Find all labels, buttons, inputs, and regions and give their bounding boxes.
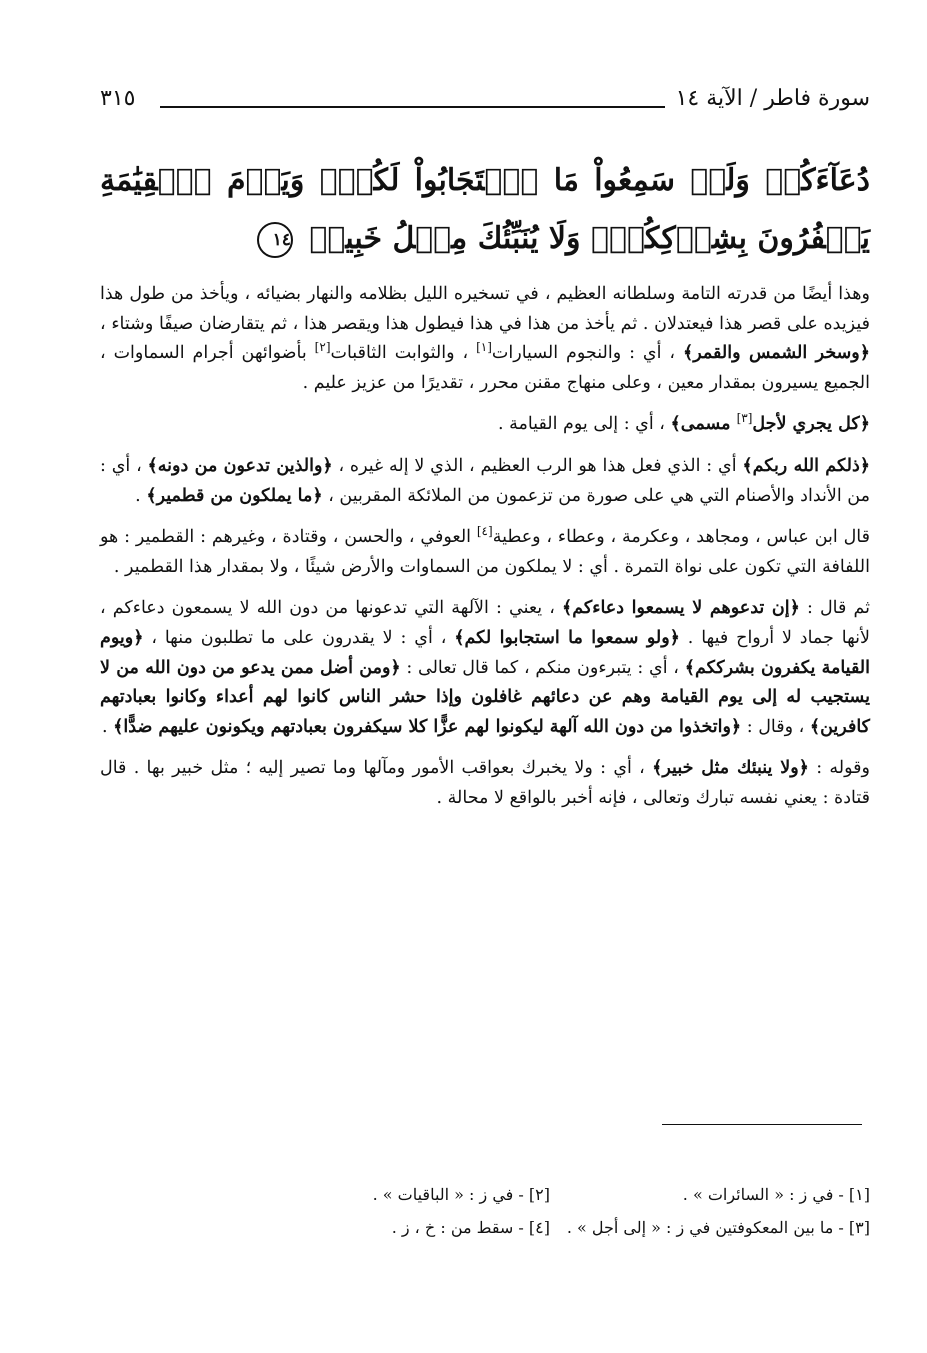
verse-text: دُعَآءَكُمۡ وَلَوۡ سَمِعُواْ مَا ٱسۡتَجَابُواْ لَكُمۡۖ وَيَوۡمَ ٱلۡقِيَٰمَةِ يَكۡفُرُونَ بِشِرۡكِكُمۡۚ وَلَا يُنَبِّئُكَ مِثۡلُ خَبِيرٖ xyxy=(100,163,870,256)
quran-quote: ﴿إن تدعوهم لا يسمعوا دعاءكم﴾ xyxy=(562,598,800,619)
paragraph-text: ، أي : والنجوم السيارات xyxy=(491,343,683,364)
quran-quote: ﴿وسخر الشمس والقمر﴾ xyxy=(683,343,870,364)
paragraph-text: ثم قال : xyxy=(799,598,870,619)
paragraph-text: ، وقال : xyxy=(741,716,810,737)
paragraph-text: ، أي : من الأنداد والأصنام التي هي على صورة من تزعمون من الملائكة المقربين ، xyxy=(100,455,870,506)
footnote-marker: [٣] xyxy=(736,411,753,426)
surah-title: سورة فاطر / الآية ١٤ xyxy=(675,86,870,111)
page-number: ٣١٥ xyxy=(100,86,136,111)
tafsir-paragraph xyxy=(100,523,870,582)
quran-quote: مسمى﴾ xyxy=(670,414,737,435)
quran-verse xyxy=(100,152,870,268)
footnotes xyxy=(230,1178,870,1244)
quran-quote: ﴿واتخذوا من دون الله آلهة ليكونوا لهم عزًّا كلا سيكفرون بعبادتهم ويكونون عليهم ضدًّا﴾ xyxy=(113,716,742,737)
tafsir-paragraph xyxy=(100,594,870,742)
quran-quote: ﴿ذلكم الله ربكم﴾ xyxy=(742,455,870,476)
footnote-marker: [٢] xyxy=(314,340,331,355)
paragraph-text: وهذا أيضًا من قدرته التامة وسلطانه العظيم ، في تسخيره الليل بظلامه والنهار بضيائه ، ويأخذ من طول هذا فيزيده على قصر هذا فيعتدلان . ثم يأخذ من هذا في هذا فيطول هذا ويقصر هذا ، ثم يتقارضان صيفًا وشتاء ، xyxy=(100,284,870,334)
quran-quote: ﴿والذين تدعون من دونه﴾ xyxy=(147,455,333,476)
paragraph-text: ، أي : يتبرءون منكم ، كما قال تعالى : xyxy=(400,657,685,678)
page-header xyxy=(100,82,870,122)
footnote: [٣] - ما بين المعكوفتين في ز : « إلى أجل » . xyxy=(566,1218,870,1237)
paragraph-text: . xyxy=(102,716,114,737)
footnote: [١] - في ز : « السائرات » . xyxy=(682,1185,870,1204)
paragraph-text: ، أي : إلى يوم القيامة . xyxy=(497,414,671,435)
footnote-rule xyxy=(662,1124,862,1125)
header-rule xyxy=(160,106,665,108)
paragraph-text: العوفي ، والحسن ، وقتادة ، وغيرهم : القطمير : هو اللفافة التي تكون على نواة التمرة . أي : لا يملكون من السماوات والأرض شيئًا ، ولا بمقدار هذا القطمير . xyxy=(100,527,870,577)
paragraph-text: ، أي : ولا يخبرك بعواقب الأمور ومآلها وما تصير إليه ؛ مثل خبير بها . قال قتادة : يعني نفسه تبارك وتعالى ، فإنه أخبر بالواقع لا محالة . xyxy=(100,758,870,808)
quran-quote: ﴿ولو سمعوا ما استجابوا لكم﴾ xyxy=(454,627,680,648)
tafsir-paragraph xyxy=(100,452,870,511)
footnote-marker: [٤] xyxy=(476,524,493,539)
tafsir-body xyxy=(100,280,870,826)
footnote: [٤] - سقط من : خ ، ز . xyxy=(391,1218,550,1237)
paragraph-text: ، أي : لا يقدرون على ما تطلبون منها ، xyxy=(143,627,455,648)
paragraph-text: قال ابن عباس ، ومجاهد ، وعكرمة ، وعطاء ، وعطية xyxy=(492,527,870,548)
paragraph-text: . xyxy=(135,485,147,506)
paragraph-text: ، والثوابت الثاقبات xyxy=(330,343,477,364)
paragraph-text: ، يعني : الآلهة التي تدعونها من دون الله لا يسمعون دعاءكم ، لأنها جماد لا أرواح فيها . xyxy=(100,598,870,648)
footnote-row xyxy=(230,1178,870,1211)
paragraph-text: بأضوائهن أجرام السماوات ، الجميع يسيرون بمقدار معين ، وعلى منهاج مقنن محرر ، تقديرًا من عزيز عليم . xyxy=(100,343,870,393)
footnote: [٢] - في ز : « الباقيات » . xyxy=(372,1185,550,1204)
quran-quote: ﴿كل يجري لأجل xyxy=(752,414,870,435)
ayah-number-mark: ١٤ xyxy=(257,222,293,258)
paragraph-text: أي : الذي فعل هذا هو الرب العظيم ، الذي لا إله غيره ، xyxy=(332,455,743,476)
tafsir-paragraph xyxy=(100,280,870,398)
footnote-row xyxy=(230,1211,870,1244)
quran-quote: ﴿ولا ينبئك مثل خبير﴾ xyxy=(652,758,809,779)
footnote-marker: [١] xyxy=(476,340,492,355)
quran-quote: ﴿ويوم القيامة يكفرون بشرككم﴾ xyxy=(100,627,871,678)
tafsir-paragraph xyxy=(100,410,870,440)
quran-quote: ﴿ما يملكون من قطمير﴾ xyxy=(146,485,323,506)
paragraph-text: وقوله : xyxy=(808,758,870,779)
tafsir-paragraph xyxy=(100,754,870,813)
quran-quote: ﴿ومن أضل ممن يدعو من دون الله من لا يستجيب له إلى يوم القيامة وهم عن دعائهم غافلون وإذا حشر الناس كانوا لهم أعداء وكانوا بعبادتهم كافرين﴾ xyxy=(100,657,870,737)
